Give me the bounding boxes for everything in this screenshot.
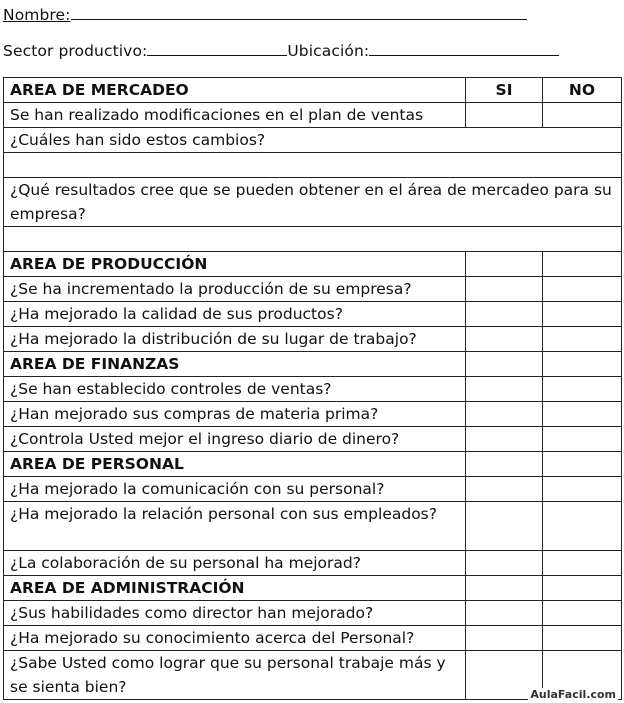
sector-label: Sector productivo: [3,42,148,60]
section-header-row [4,252,622,277]
ubicacion-field[interactable] [369,40,559,56]
section-header-row [4,452,622,477]
question-row [4,551,622,576]
answer-no-cell[interactable] [543,277,622,302]
answer-si-cell[interactable] [466,252,543,277]
question-row [4,227,622,252]
sector-ubicacion-line [3,40,559,60]
answer-si-cell[interactable] [466,502,543,551]
section-title: AREA DE ADMINISTRACIÓN [4,576,466,601]
question-text: ¿Controla Usted mejor el ingreso diario de dinero? [4,427,466,452]
answer-si-cell[interactable] [466,352,543,377]
nombre-label: Nombre: [3,6,71,24]
column-header-si: SI [466,78,543,103]
column-header-no: NO [543,78,622,103]
answer-si-cell[interactable] [466,103,543,128]
question-text: ¿Ha mejorado la calidad de sus productos? [4,302,466,327]
question-row [4,302,622,327]
section-title: AREA DE FINANZAS [4,352,466,377]
question-row [4,626,622,651]
answer-no-cell[interactable] [543,377,622,402]
answer-si-cell[interactable] [466,277,543,302]
question-row [4,128,622,153]
survey-table [3,77,622,700]
answer-space[interactable] [4,227,622,252]
answer-no-cell[interactable] [543,302,622,327]
answer-no-cell[interactable] [543,626,622,651]
question-row [4,103,622,128]
nombre-line [3,4,527,24]
question-text: ¿Sabe Usted como lograr que su personal trabaje más y se sienta bien? [4,651,466,700]
question-row [4,327,622,352]
answer-si-cell[interactable] [466,551,543,576]
answer-space[interactable] [4,153,622,178]
question-row [4,601,622,626]
answer-no-cell[interactable] [543,477,622,502]
section-title: AREA DE PRODUCCIÓN [4,252,466,277]
question-text: ¿Ha mejorado su conocimiento acerca del Personal? [4,626,466,651]
question-text: ¿Se ha incrementado la producción de su empresa? [4,277,466,302]
question-text: ¿Ha mejorado la comunicación con su personal? [4,477,466,502]
question-text: Se han realizado modificaciones en el plan de ventas [4,103,466,128]
question-text: ¿Cuáles han sido estos cambios? [4,128,622,153]
answer-no-cell[interactable] [543,427,622,452]
ubicacion-label: Ubicación: [287,42,370,60]
watermark-logo [528,688,618,701]
answer-no-cell[interactable] [543,551,622,576]
question-row [4,178,622,227]
answer-si-cell[interactable] [466,427,543,452]
answer-si-cell[interactable] [466,302,543,327]
sector-field[interactable] [147,40,287,56]
section-title: AREA DE PERSONAL [4,452,466,477]
question-text: ¿Qué resultados cree que se pueden obtener en el área de mercadeo para su empresa? [4,178,622,227]
answer-si-cell[interactable] [466,626,543,651]
question-row [4,277,622,302]
section-header-row [4,78,622,103]
question-text: ¿La colaboración de su personal ha mejorad? [4,551,466,576]
question-row [4,502,622,551]
answer-no-cell[interactable] [543,452,622,477]
section-header-row [4,352,622,377]
answer-si-cell[interactable] [466,477,543,502]
question-text: ¿Se han establecido controles de ventas? [4,377,466,402]
answer-no-cell[interactable] [543,327,622,352]
answer-no-cell[interactable] [543,352,622,377]
question-text: ¿Ha mejorado la relación personal con sus empleados? [4,502,466,551]
question-text: ¿Han mejorado sus compras de materia prima? [4,402,466,427]
question-text: ¿Ha mejorado la distribución de su lugar de trabajo? [4,327,466,352]
answer-si-cell[interactable] [466,601,543,626]
question-row [4,427,622,452]
question-row [4,477,622,502]
answer-si-cell[interactable] [466,327,543,352]
answer-si-cell[interactable] [466,377,543,402]
answer-no-cell[interactable] [543,402,622,427]
answer-no-cell[interactable] [543,601,622,626]
question-text: ¿Sus habilidades como director han mejorado? [4,601,466,626]
answer-si-cell[interactable] [466,576,543,601]
answer-si-cell[interactable] [466,452,543,477]
section-header-row [4,576,622,601]
section-title: AREA DE MERCADEO [4,78,466,103]
question-row [4,153,622,178]
answer-no-cell[interactable] [543,576,622,601]
answer-si-cell[interactable] [466,402,543,427]
nombre-field[interactable] [71,4,527,20]
answer-no-cell[interactable] [543,103,622,128]
answer-no-cell[interactable] [543,502,622,551]
answer-no-cell[interactable] [543,252,622,277]
watermark-text: AulaFacil.com [530,688,616,701]
question-row [4,377,622,402]
question-row [4,402,622,427]
